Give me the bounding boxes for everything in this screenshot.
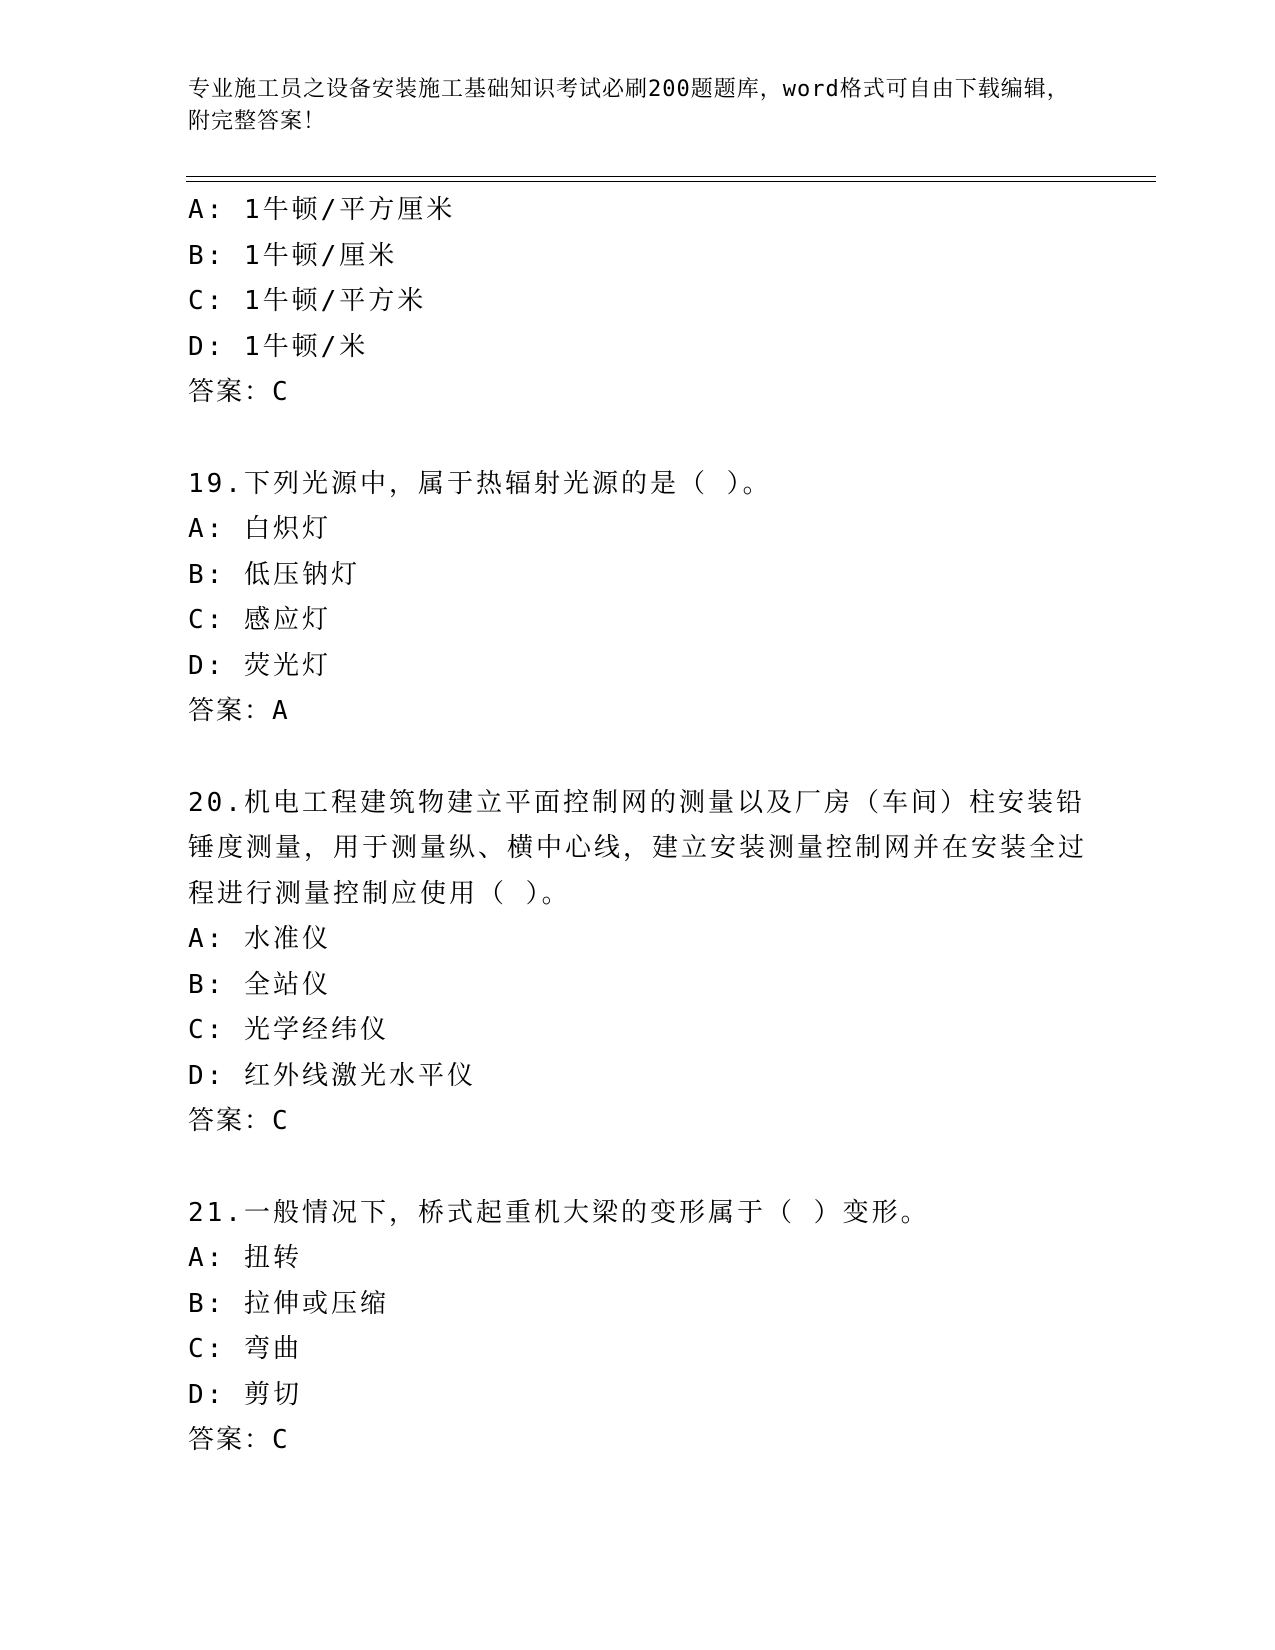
document-header: 专业施工员之设备安装施工基础知识考试必刷200题题库，word格式可自由下载编辑，附完整答案！ — [188, 77, 1070, 134]
option-d: D: 剪切 — [188, 1379, 302, 1410]
question-20 — [188, 781, 1088, 1145]
answer: 答案：C — [188, 1425, 290, 1455]
question-stem: 21.一般情况下，桥式起重机大梁的变形属于（ ）变形。 — [188, 1197, 930, 1228]
option-b: B: 低压钠灯 — [188, 559, 360, 590]
question-19 — [188, 462, 1088, 735]
question-content — [188, 188, 1088, 1464]
option-b: B: 1牛顿/厘米 — [188, 240, 398, 271]
option-a: A: 扭转 — [188, 1243, 302, 1273]
header-divider-top — [186, 176, 1156, 177]
option-b: B: 全站仪 — [188, 969, 331, 1000]
option-b: B: 拉伸或压缩 — [188, 1288, 389, 1319]
question-stem: 20.机电工程建筑物建立平面控制网的测量以及厂房（车间）柱安装铅锤度测量，用于测量纵、横中心线，建立安装测量控制网并在安装全过程进行测量控制应使用（ ）。 — [188, 787, 1088, 909]
option-c: C: 感应灯 — [188, 605, 331, 635]
option-d: D: 红外线激光水平仪 — [188, 1060, 476, 1091]
option-a: A: 白炽灯 — [188, 514, 331, 544]
option-a: A: 水准仪 — [188, 924, 331, 954]
previous-question-options — [188, 188, 1088, 416]
option-a: A: 1牛顿/平方厘米 — [188, 195, 456, 225]
answer: 答案：A — [188, 696, 290, 726]
option-d: D: 荧光灯 — [188, 650, 331, 681]
question-21 — [188, 1191, 1088, 1464]
question-stem: 19.下列光源中，属于热辐射光源的是（ ）。 — [188, 468, 772, 499]
option-c: C: 1牛顿/平方米 — [188, 286, 427, 316]
option-d: D: 1牛顿/米 — [188, 331, 369, 362]
option-c: C: 弯曲 — [188, 1334, 302, 1364]
answer: 答案：C — [188, 1106, 290, 1136]
option-c: C: 光学经纬仪 — [188, 1015, 389, 1045]
answer: 答案：C — [188, 377, 290, 407]
header-divider-bottom — [186, 181, 1156, 182]
